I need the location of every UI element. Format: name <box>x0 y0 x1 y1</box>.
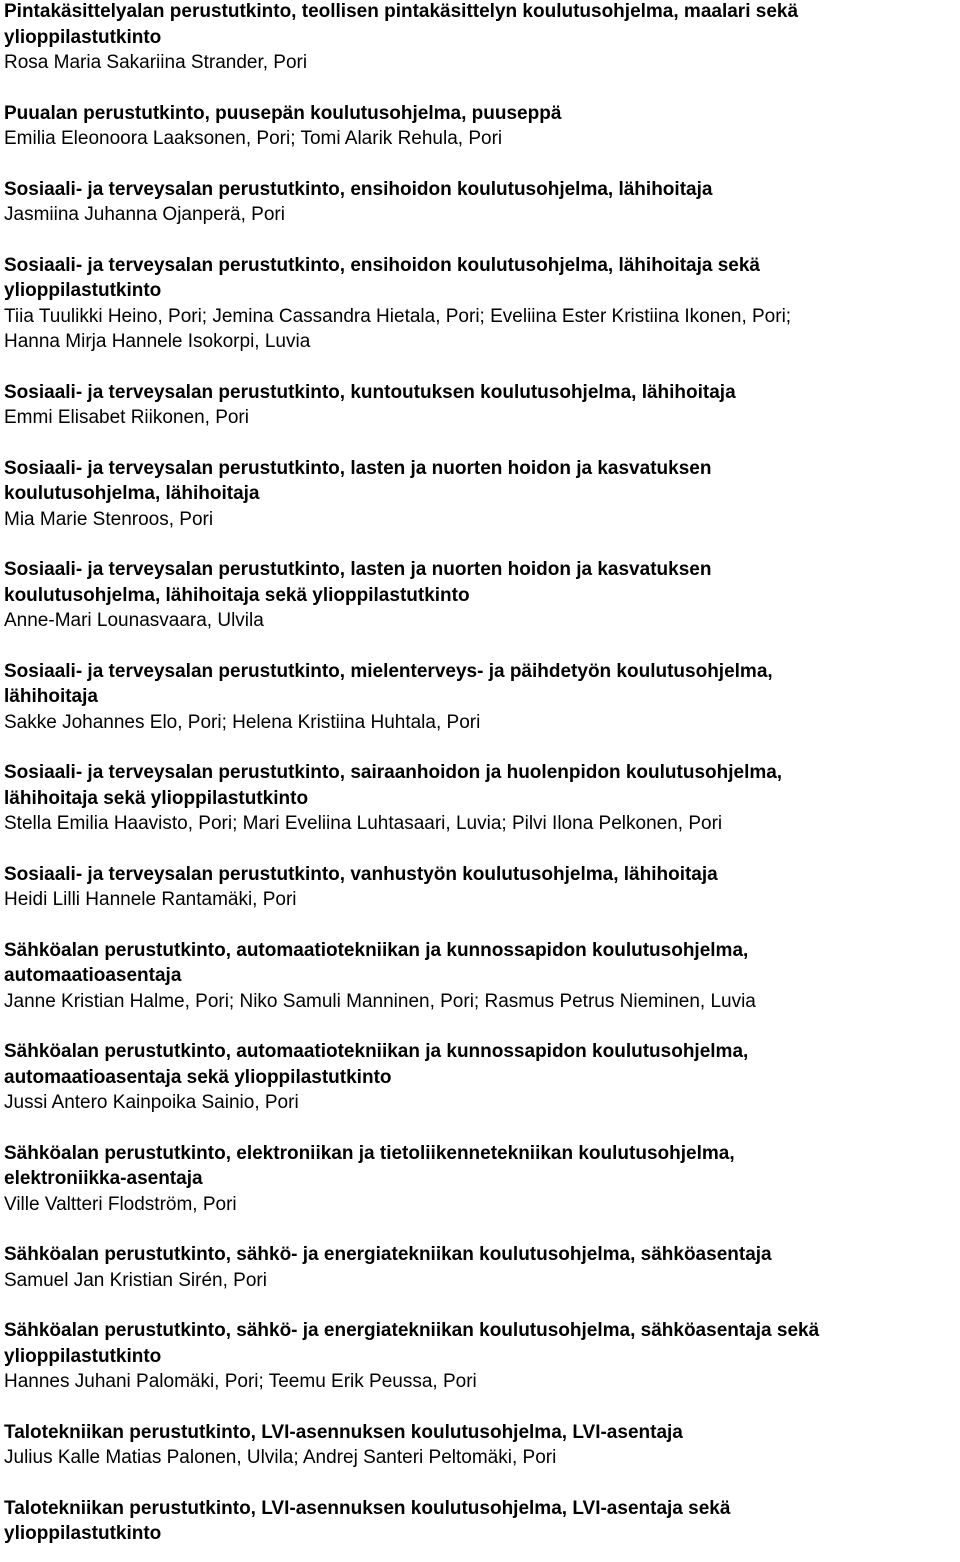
degree-entry <box>4 177 960 228</box>
degree-heading: Sähköalan perustutkinto, sähkö- ja energiatekniikan koulutusohjelma, sähköasentaja sekä ylioppilastutkinto <box>4 1320 820 1367</box>
degree-entry <box>4 1420 960 1471</box>
graduate-names: Anne-Mari Lounasvaara, Ulvila <box>4 610 264 631</box>
degree-heading: Talotekniikan perustutkinto, LVI-asennuksen koulutusohjelma, LVI-asentaja sekä ylioppilastutkinto <box>4 1497 731 1544</box>
degree-heading: Puualan perustutkinto, puusepän koulutusohjelma, puuseppä <box>4 102 562 124</box>
degree-entry <box>4 760 960 837</box>
degree-heading: Sosiaali- ja terveysalan perustutkinto, mielenterveys- ja päihdetyön koulutusohjelma, lähihoitaja <box>4 660 773 707</box>
degree-entry <box>4 456 960 533</box>
degree-heading: Sosiaali- ja terveysalan perustutkinto, kuntoutuksen koulutusohjelma, lähihoitaja <box>4 381 736 403</box>
degree-entry <box>4 1039 960 1116</box>
degree-entry <box>4 1318 960 1395</box>
degree-heading: Sähköalan perustutkinto, automaatiotekniikan ja kunnossapidon koulutusohjelma, automaatioasentaja <box>4 939 749 986</box>
graduate-names: Hannes Juhani Palomäki, Pori; Teemu Erik Peussa, Pori <box>4 1371 477 1392</box>
graduate-names: Mia Marie Stenroos, Pori <box>4 508 214 530</box>
degree-heading: Sähköalan perustutkinto, elektroniikan ja tietoliikennetekniikan koulutusohjelma, elektroniikka-asentaja <box>4 1142 735 1189</box>
degree-entry <box>4 938 960 1015</box>
degree-heading: Pintakäsittelyalan perustutkinto, teollisen pintakäsittelyn koulutusohjelma, maalari sekä ylioppilastutkinto <box>4 1 799 48</box>
degree-entry <box>4 659 960 736</box>
graduate-names: Janne Kristian Halme, Pori; Niko Samuli Manninen, Pori; Rasmus Petrus Nieminen, Luvia <box>4 990 756 1012</box>
degree-entry <box>4 380 960 431</box>
graduate-names: Stella Emilia Haavisto, Pori; Mari Eveliina Luhtasaari, Luvia; Pilvi Ilona Pelkonen, Pori <box>4 813 723 834</box>
degree-heading: Sähköalan perustutkinto, sähkö- ja energiatekniikan koulutusohjelma, sähköasentaja <box>4 1244 772 1265</box>
graduate-names: Jussi Antero Kainpoika Sainio, Pori <box>4 1092 299 1113</box>
degree-heading: Talotekniikan perustutkinto, LVI-asennuksen koulutusohjelma, LVI-asentaja <box>4 1421 683 1443</box>
degree-entry <box>4 101 960 152</box>
graduate-names: Emilia Eleonoora Laaksonen, Pori; Tomi Alarik Rehula, Pori <box>4 128 503 149</box>
degree-entry <box>4 557 960 634</box>
graduate-names: Emmi Elisabet Riikonen, Pori <box>4 407 249 428</box>
degree-heading: Sosiaali- ja terveysalan perustutkinto, sairaanhoidon ja huolenpidon koulutusohjelma, lähihoitaja sekä ylioppilastutkinto <box>4 762 783 809</box>
graduate-names: Julius Kalle Matias Palonen, Ulvila; Andrej Santeri Peltomäki, Pori <box>4 1447 557 1468</box>
graduate-names: Sakke Johannes Elo, Pori; Helena Kristiina Huhtala, Pori <box>4 711 481 733</box>
degree-heading: Sosiaali- ja terveysalan perustutkinto, lasten ja nuorten hoidon ja kasvatuksen koulutusohjelma, lähihoitaja <box>4 457 712 504</box>
degree-heading: Sosiaali- ja terveysalan perustutkinto, ensihoidon koulutusohjelma, lähihoitaja sekä ylioppilastutkinto <box>4 254 760 301</box>
degree-entry <box>4 862 960 913</box>
degree-heading: Sosiaali- ja terveysalan perustutkinto, lasten ja nuorten hoidon ja kasvatuksen koulutusohjelma, lähihoitaja sekä ylioppilastutkinto <box>4 559 712 606</box>
graduate-names: Heidi Lilli Hannele Rantamäki, Pori <box>4 889 297 910</box>
degree-heading: Sosiaali- ja terveysalan perustutkinto, vanhustyön koulutusohjelma, lähihoitaja <box>4 863 718 885</box>
graduate-names: Jasmiina Juhanna Ojanperä, Pori <box>4 204 285 225</box>
degree-entry <box>4 1242 960 1293</box>
degree-heading: Sosiaali- ja terveysalan perustutkinto, ensihoidon koulutusohjelma, lähihoitaja <box>4 178 713 200</box>
degree-heading: Sähköalan perustutkinto, automaatiotekniikan ja kunnossapidon koulutusohjelma, automaatioasentaja sekä ylioppilastutkinto <box>4 1041 749 1088</box>
degree-entry <box>4 1496 960 1547</box>
degree-entry <box>4 253 960 355</box>
graduate-names: Ville Valtteri Flodström, Pori <box>4 1193 237 1215</box>
graduate-names: Rosa Maria Sakariina Strander, Pori <box>4 52 308 73</box>
degree-entry <box>4 1141 960 1218</box>
degree-entry <box>4 0 960 76</box>
graduate-names: Samuel Jan Kristian Sirén, Pori <box>4 1269 267 1291</box>
graduate-names: Tiia Tuulikki Heino, Pori; Jemina Cassandra Hietala, Pori; Eveliina Ester Kristiina Ikonen, Pori; Hanna Mirja Hannele Isokorpi, Luvia <box>4 305 792 352</box>
